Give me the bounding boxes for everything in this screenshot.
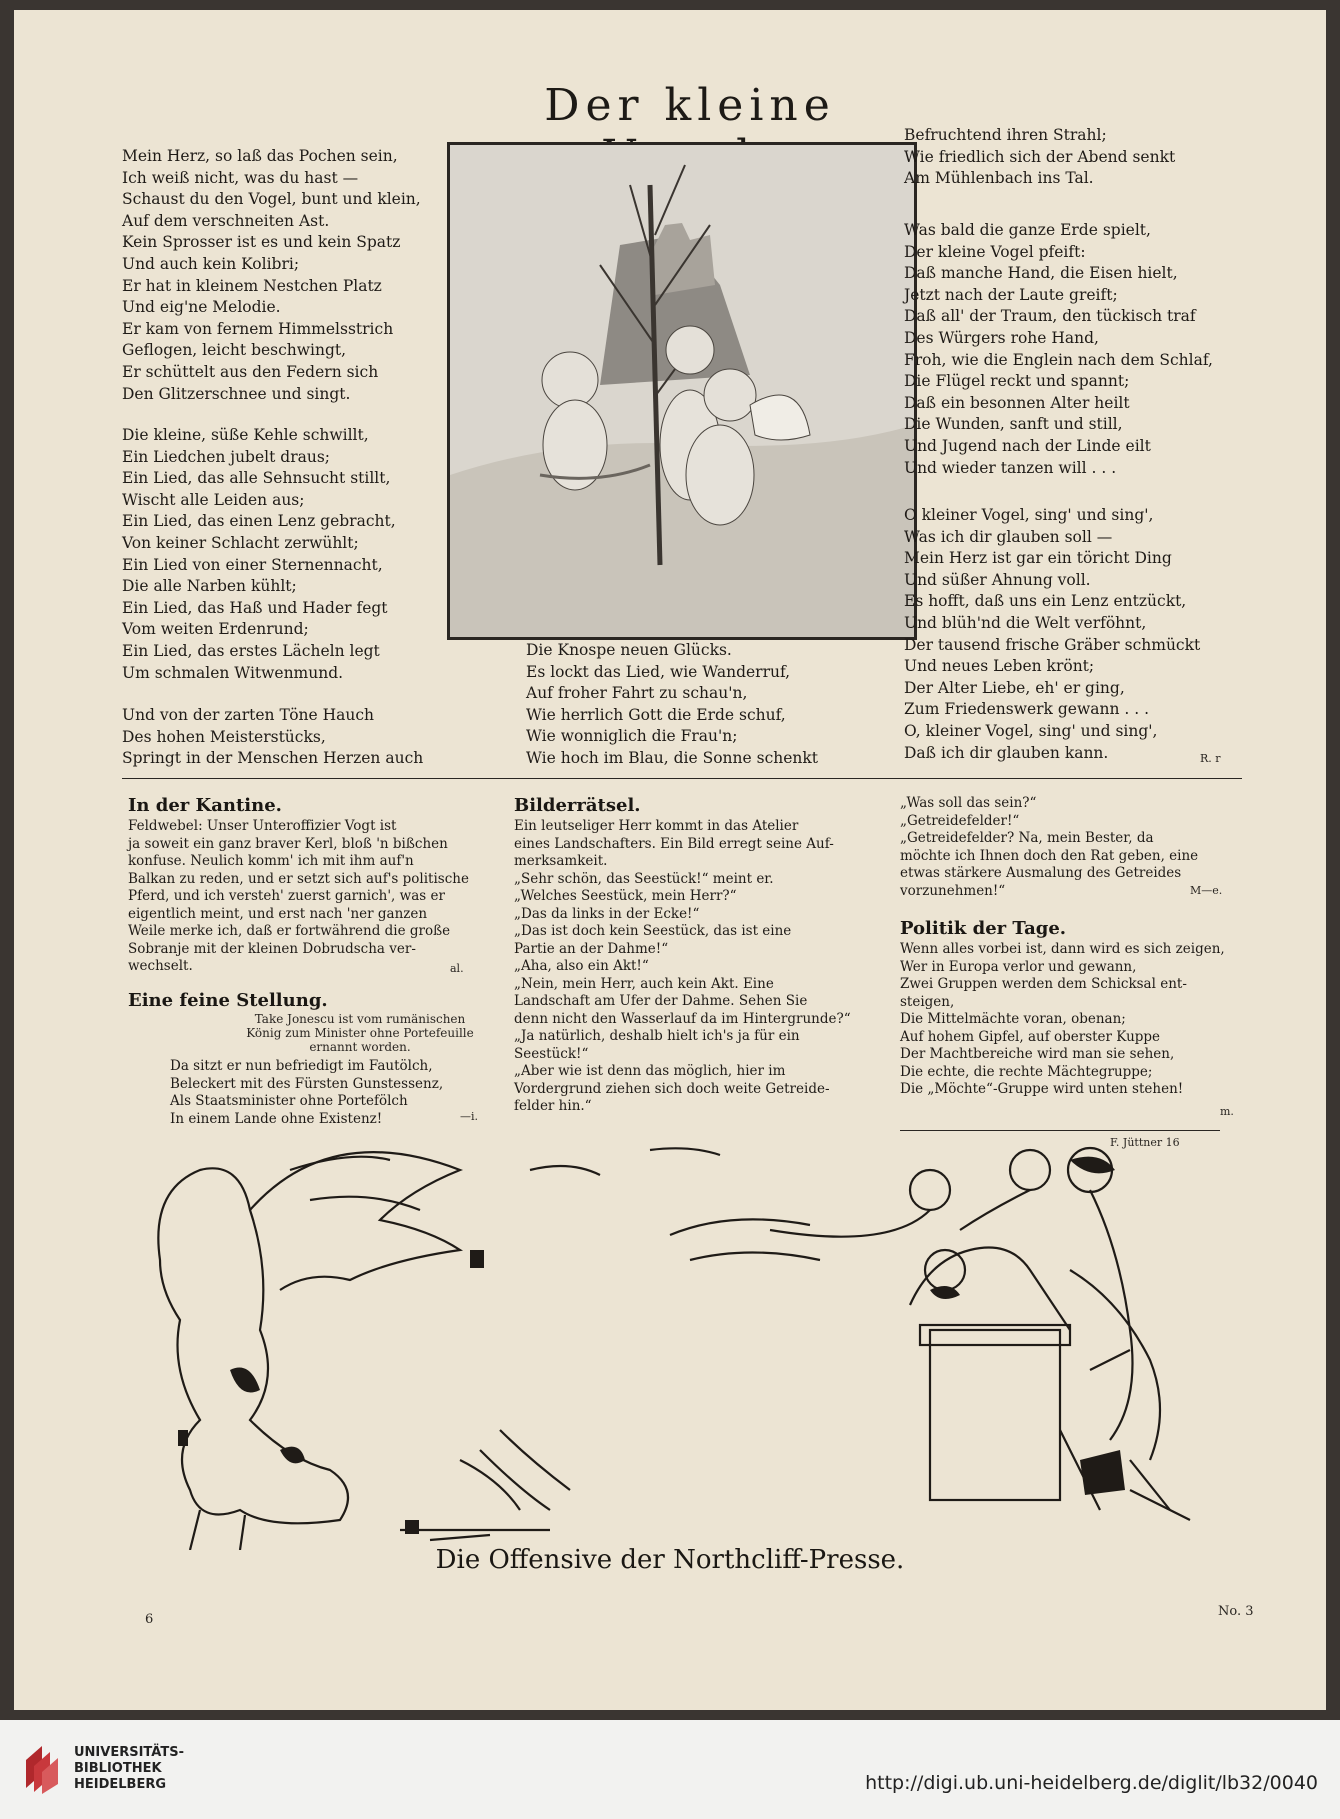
text-line: ernannt worden. [309, 1040, 411, 1054]
text-line: Vom weiten Erdenrund; [122, 620, 309, 639]
poem-column-3b [904, 220, 1213, 479]
text-line: Die „Möchte“-Gruppe wird unten stehen! [900, 1081, 1184, 1097]
text-line: Ein leutseliger Herr kommt in das Atelier [514, 818, 799, 834]
text-line: Er schüttelt aus den Federn sich [122, 362, 379, 381]
cartoon-caption: Die Offensive der Northcliff-Presse. [435, 1545, 905, 1575]
text-line: „Das da links in der Ecke!“ [514, 905, 700, 922]
text-line: „Sehr schön, das Seestück!“ meint er. [514, 870, 774, 887]
getreide-text [900, 795, 1198, 900]
stellung-note [220, 1012, 500, 1054]
text-line: merksamkeit. [514, 853, 608, 869]
text-line: „Ja natürlich, deshalb hielt ich's ja für ein [514, 1028, 800, 1044]
text-line: Auf hohem Gipfel, auf oberster Kuppe [900, 1028, 1161, 1045]
text-line: Daß ein besonnen Alter heilt [904, 393, 1130, 412]
text-line: Wenn alles vorbei ist, dann wird es sich zeigen, [900, 941, 1225, 957]
text-line: Es lockt das Lied, wie Wanderruf, [526, 662, 791, 681]
text-line: Ein Lied, das einen Lenz gebracht, [122, 512, 396, 531]
text-line: König zum Minister ohne Portefeuille [246, 1026, 474, 1040]
text-line: Wie hoch im Blau, die Sonne schenkt [526, 748, 819, 767]
text-line: Feldwebel: Unser Unteroffizier Vogt ist [128, 818, 397, 834]
cartoon-artist-signature: F. Jüttner 16 [1110, 1136, 1180, 1149]
text-line: denn nicht den Wasserlauf da im Hintergrunde?“ [514, 1010, 851, 1027]
text-line: Des hohen Meisterstücks, [122, 727, 326, 746]
text-line: Da sitzt er nun befriedigt im Fautölch, [170, 1058, 433, 1074]
text-line: Des Würgers rohe Hand, [904, 328, 1099, 347]
text-line: Springt in der Menschen Herzen auch [122, 749, 424, 768]
text-line: In einem Lande ohne Existenz! [170, 1110, 383, 1127]
text-line: Die echte, die rechte Mächtegruppe; [900, 1063, 1153, 1080]
stellung-signature: —i. [460, 1110, 479, 1123]
section-divider [122, 778, 1242, 779]
text-line: Vordergrund ziehen sich doch weite Getreide- [514, 1080, 830, 1097]
text-line: Und wieder tanzen will . . . [904, 458, 1117, 477]
text-line: Und neues Leben krönt; [904, 657, 1095, 676]
text-line: BIBLIOTHEK [74, 1761, 162, 1776]
text-line: „Aha, also ein Akt!“ [514, 958, 649, 974]
text-line: eigentlich meint, und erst nach 'ner ganzen [128, 905, 428, 922]
text-line: wechselt. [128, 958, 193, 974]
text-line: Was ich dir glauben soll — [904, 527, 1113, 546]
text-line: Ein Lied, das Haß und Hader fegt [122, 598, 388, 617]
text-line: Und blüh'nd die Welt verföhnt, [904, 613, 1147, 632]
text-line: Schaust du den Vogel, bunt und klein, [122, 190, 421, 209]
page-number-right: No. 3 [1218, 1604, 1254, 1619]
putti-dancing-illustration [450, 145, 914, 637]
text-line: Er hat in kleinem Nestchen Platz [122, 276, 382, 295]
text-line: Und Jugend nach der Linde eilt [904, 436, 1151, 455]
text-line: Pferd, und ich versteh' zuerst garnich', was er [128, 888, 445, 904]
text-line: möchte ich Ihnen doch den Rat geben, eine [900, 847, 1199, 864]
text-line: Daß ich dir glauben kann. [904, 743, 1109, 762]
text-line: Beleckert mit des Fürsten Gunstessenz, [170, 1075, 444, 1092]
text-line: Die Flügel reckt und spannt; [904, 372, 1130, 391]
poem-column-3a [904, 125, 1175, 190]
text-line: Den Glitzerschnee und singt. [122, 384, 351, 403]
poem-signature: R. r [1200, 752, 1221, 765]
text-line: „Welches Seestück, mein Herr?“ [514, 888, 737, 904]
text-line: Was bald die ganze Erde spielt, [904, 221, 1151, 239]
text-line: Die alle Narben kühlt; [122, 577, 297, 596]
text-line: vorzunehmen!“ [900, 882, 1006, 899]
text-line: etwas stärkere Ausmalung des Getreides [900, 865, 1182, 881]
text-line: Wischt alle Leiden aus; [122, 490, 305, 509]
text-line: Ein Lied, das erstes Lächeln legt [122, 641, 380, 660]
text-line: Sobranje mit der kleinen Dobrudscha ver- [128, 940, 416, 957]
politik-heading: Politik der Tage. [900, 918, 1067, 939]
text-line: „Nein, mein Herr, auch kein Akt. Eine [514, 975, 774, 992]
text-line: Der Machtbereiche wird man sie sehen, [900, 1046, 1175, 1062]
bilderraetsel-heading: Bilderrätsel. [514, 795, 641, 816]
kantine-heading: In der Kantine. [128, 795, 282, 816]
text-line: Kein Sprosser ist es und kein Spatz [122, 233, 401, 252]
text-line: ja soweit ein ganz braver Kerl, bloß 'n bißchen [128, 835, 448, 852]
text-line: Und süßer Ahnung voll. [904, 570, 1091, 589]
text-line: Am Mühlenbach ins Tal. [904, 169, 1094, 188]
text-line: Von keiner Schlacht zerwühlt; [122, 533, 359, 552]
text-line: Ich weiß nicht, was du hast — [122, 168, 359, 187]
text-line: Wie wonniglich die Frau'n; [526, 727, 738, 746]
text-line: Balkan zu reden, und er setzt sich auf's politische [128, 870, 469, 887]
text-line: Wer in Europa verlor und gewann, [900, 958, 1137, 975]
text-line: Wie friedlich sich der Abend senkt [904, 147, 1176, 166]
text-line: Seestück!“ [514, 1045, 589, 1062]
text-line: „Aber wie ist denn das möglich, hier im [514, 1063, 786, 1079]
text-line: Die Wunden, sanft und still, [904, 415, 1123, 434]
text-line: steigen, [900, 993, 955, 1010]
text-line: eines Landschafters. Ein Bild erregt seine Auf- [514, 835, 834, 852]
poem-column-1b [122, 425, 396, 684]
text-line: Die Knospe neuen Glücks. [526, 641, 732, 659]
poem-column-1c [122, 705, 423, 770]
text-line: „Was soll das sein?“ [900, 795, 1037, 811]
text-line: Die Mittelmächte voran, obenan; [900, 1011, 1126, 1027]
text-line: O kleiner Vogel, sing' und sing', [904, 506, 1154, 524]
text-line: Mein Herz, so laß das Pochen sein, [122, 147, 398, 165]
text-line: Auf dem verschneiten Ast. [122, 211, 330, 230]
text-line: Zwei Gruppen werden dem Schicksal ent- [900, 976, 1187, 992]
text-line: Es hofft, daß uns ein Lenz entzückt, [904, 592, 1187, 611]
text-line: Ein Lied von einer Sternennacht, [122, 555, 383, 574]
text-line: „Getreidefelder!“ [900, 812, 1020, 829]
poem-column-1a [122, 146, 421, 405]
text-line: Ein Lied, das alle Sehnsucht stillt, [122, 469, 391, 488]
stellung-verse [170, 1058, 443, 1128]
getreide-signature: M—e. [1190, 884, 1223, 897]
text-line: Wie herrlich Gott die Erde schuf, [526, 705, 786, 724]
viewer-footer [0, 1720, 1340, 1819]
text-line: felder hin.“ [514, 1098, 592, 1114]
text-line: HEIDELBERG [74, 1777, 167, 1792]
library-logo-icon [20, 1740, 66, 1794]
text-line: Und eig'ne Melodie. [122, 298, 281, 317]
illustration-putti [447, 142, 917, 640]
text-line: Daß manche Hand, die Eisen hielt, [904, 264, 1178, 283]
text-line: Take Jonescu ist vom rumänischen [254, 1012, 466, 1026]
text-line: O, kleiner Vogel, sing' und sing', [904, 721, 1158, 740]
text-line: UNIVERSITÄTS- [74, 1745, 184, 1760]
text-line: „Das ist doch kein Seestück, das ist eine [514, 923, 792, 939]
text-line: Ein Liedchen jubelt draus; [122, 447, 331, 466]
text-line: Weile merke ich, daß er fortwährend die große [128, 923, 451, 939]
politik-signature: m. [1220, 1105, 1234, 1118]
page-number-left: 6 [145, 1612, 154, 1627]
text-line: Er kam von fernem Himmelsstrich [122, 319, 394, 338]
text-line: Daß all' der Traum, den tückisch traf [904, 307, 1196, 326]
bilderraetsel-text [514, 818, 851, 1116]
poem-column-2 [526, 640, 818, 770]
page-title: Der kleine [544, 80, 836, 131]
text-line: Landschaft am Ufer der Dahme. Sehen Sie [514, 993, 808, 1009]
stellung-heading: Eine feine Stellung. [128, 990, 328, 1011]
text-line: Der tausend frische Gräber schmückt [904, 635, 1201, 654]
text-line: „Getreidefelder? Na, mein Bester, da [900, 830, 1154, 846]
text-line: Und auch kein Kolibri; [122, 254, 300, 273]
text-line: Geflogen, leicht beschwingt, [122, 341, 347, 360]
text-line: Und von der zarten Töne Hauch [122, 706, 375, 724]
text-line: Als Staatsminister ohne Portefölch [170, 1093, 408, 1109]
text-line: Auf froher Fahrt zu schau'n, [526, 684, 748, 703]
northcliff-cartoon-drawing [130, 1130, 1260, 1550]
text-line: Befruchtend ihren Strahl; [904, 126, 1107, 144]
text-line: Der kleine Vogel pfeift: [904, 242, 1086, 261]
text-line: Mein Herz ist gar ein töricht Ding [904, 549, 1172, 568]
text-line: konfuse. Neulich komm' ich mit ihm auf'n [128, 853, 414, 869]
text-line: Die kleine, süße Kehle schwillt, [122, 426, 369, 444]
text-line: Zum Friedenswerk gewann . . . [904, 700, 1150, 719]
cartoon-illustration [130, 1130, 1260, 1550]
text-line: Um schmalen Witwenmund. [122, 663, 344, 682]
poem-column-3c [904, 505, 1200, 764]
library-logo-text [74, 1745, 184, 1793]
text-line: Partie an der Dahme!“ [514, 940, 669, 957]
politik-verse [900, 941, 1225, 1099]
text-line: Froh, wie die Englein nach dem Schlaf, [904, 350, 1213, 369]
kantine-signature: al. [450, 962, 464, 975]
kantine-text [128, 818, 469, 976]
text-line: Der Alter Liebe, eh' er ging, [904, 678, 1125, 697]
text-line: Jetzt nach der Laute greift; [904, 285, 1118, 304]
document-url-link[interactable]: http://digi.ub.uni-heidelberg.de/diglit/lb32/0040 [865, 1772, 1318, 1794]
